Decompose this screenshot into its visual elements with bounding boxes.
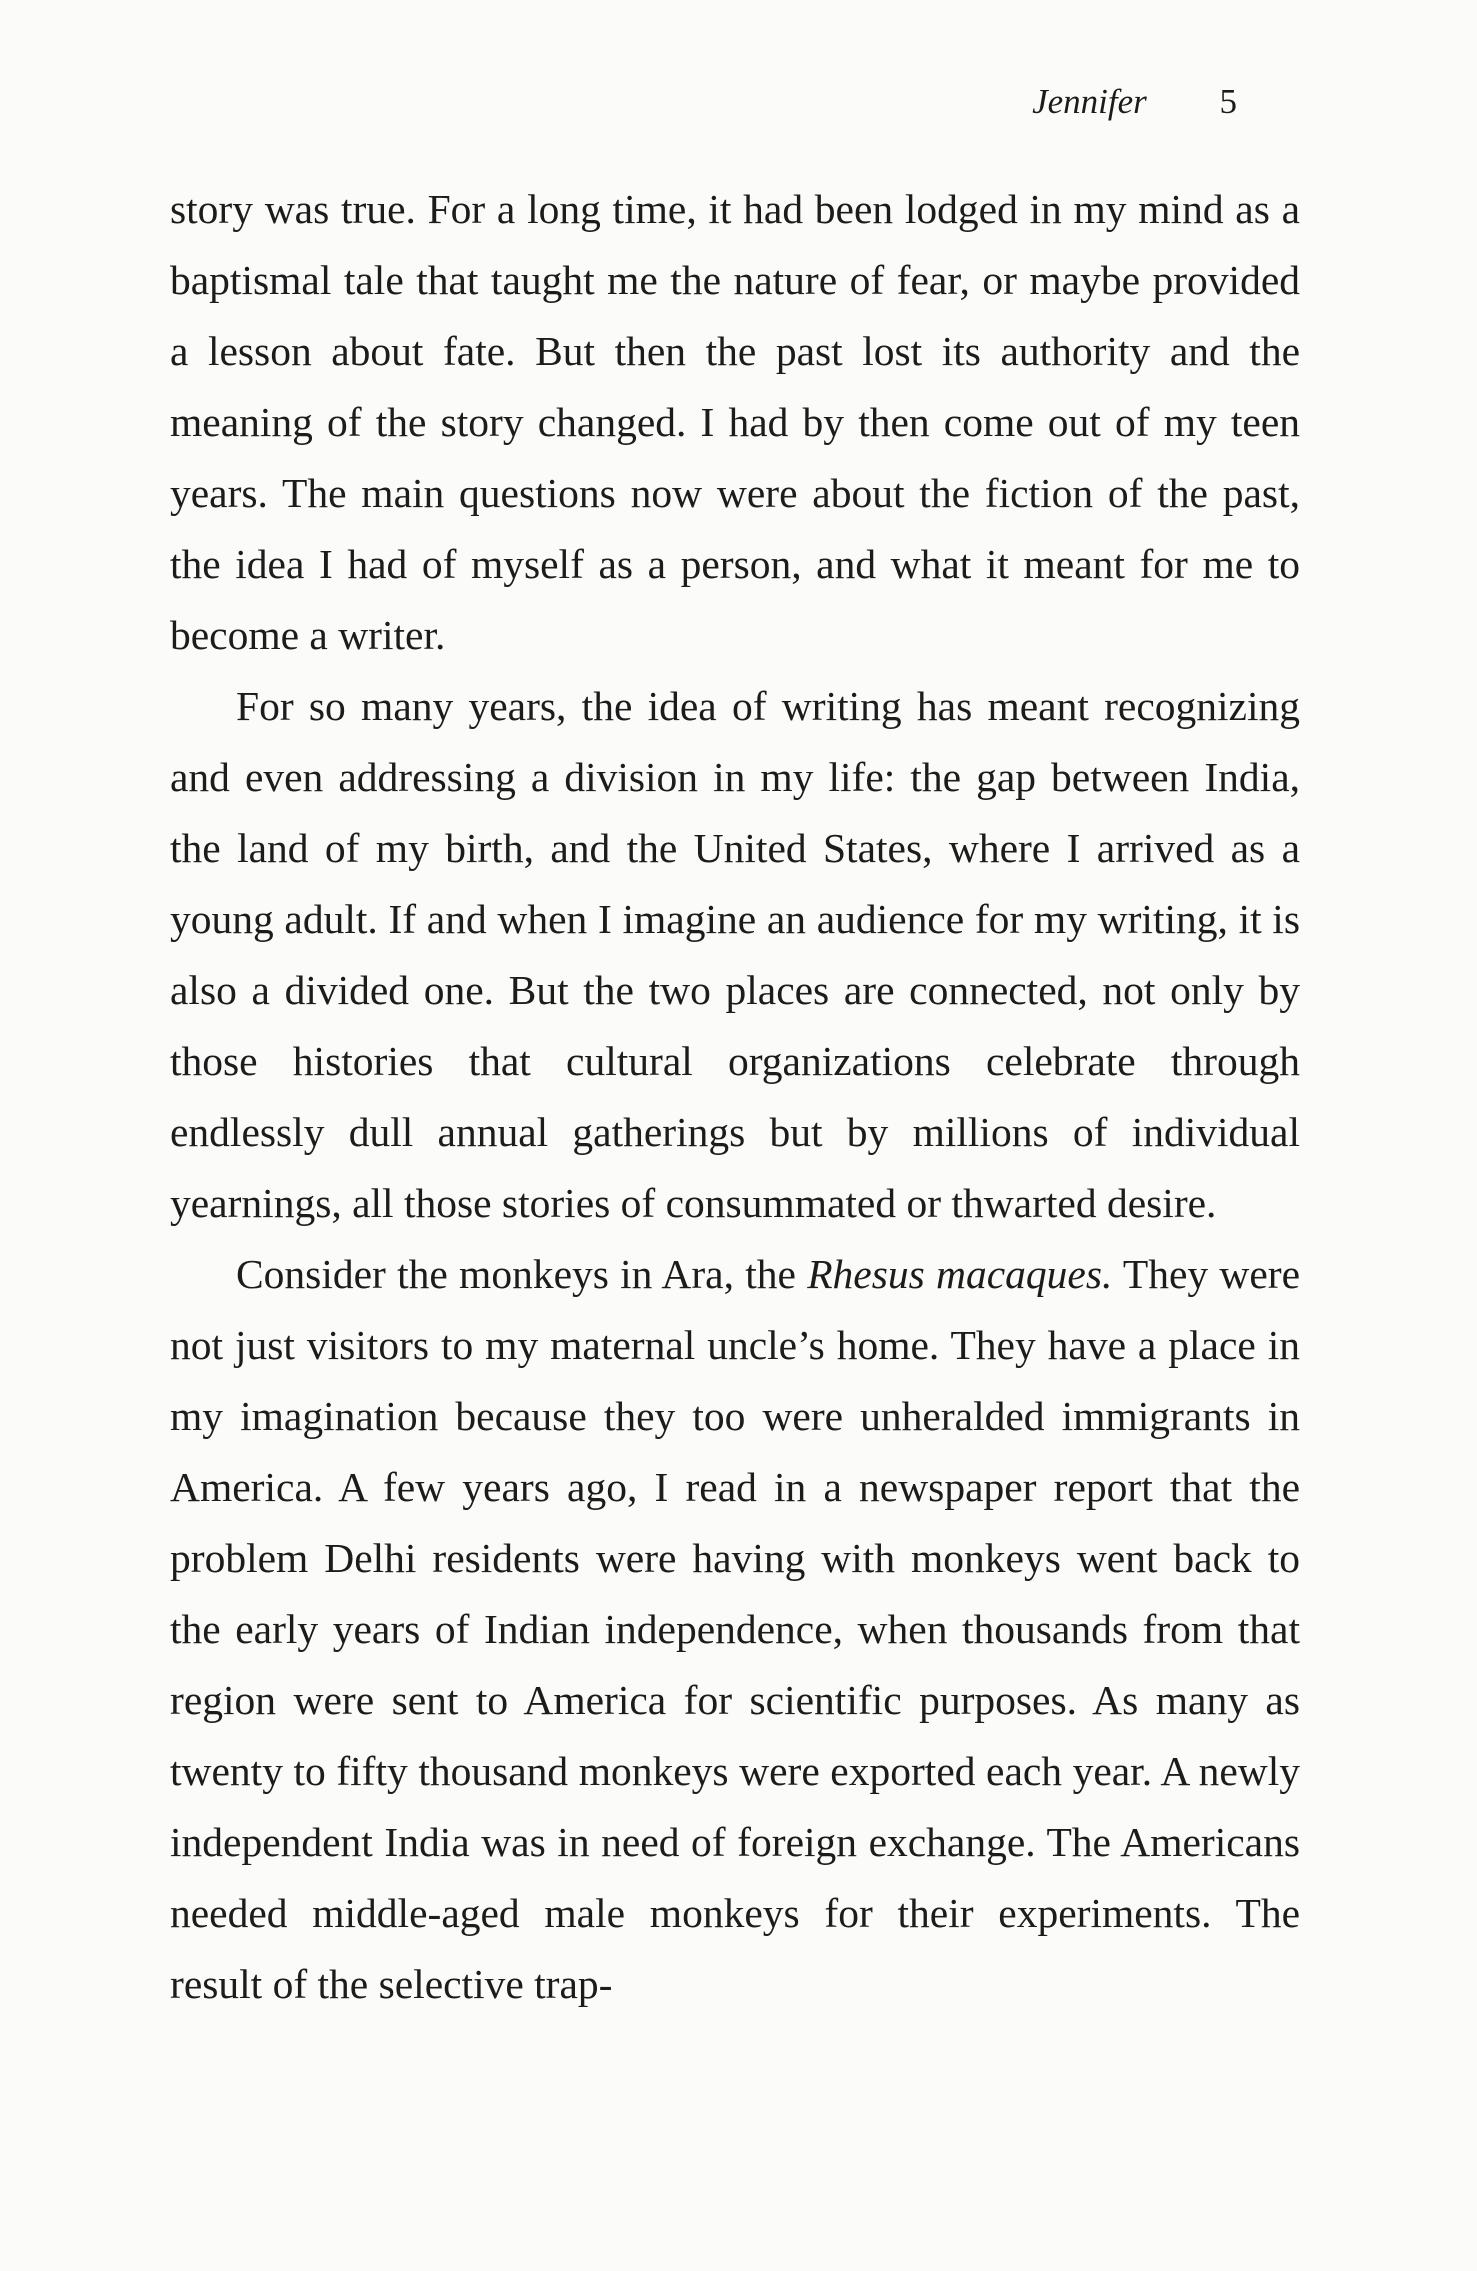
species-name-italic: Rhesus macaques. [807, 1251, 1113, 1297]
paragraph-text: They were not just visitors to my maternal uncle’s home. They have a place in my imagination because they too were unheralded immigrants in America. A few years ago, I read in a newspaper report that the problem Delhi residents were having with monkeys went back to the early years of Indian independence, when thousands from that region were sent to America for scientific purposes. As many as twenty to fifty thousand monkeys were exported each year. A newly independent India was in need of foreign exchange. The Americans needed middle-aged male monkeys for their experiments. The result of the selective trap- [170, 1251, 1300, 2007]
body-text [170, 174, 1300, 2020]
paragraph: story was true. For a long time, it had been lodged in my mind as a baptismal tale that taught me the nature of fear, or maybe provided a lesson about fate. But then the past lost its authority and the meaning of the story changed. I had by then come out of my teen years. The main questions now were about the fiction of the past, the idea I had of myself as a person, and what it meant for me to become a writer. [170, 186, 1300, 658]
page-number: 5 [1219, 82, 1237, 121]
paragraph [170, 1239, 1300, 2020]
running-head-title: Jennifer [1032, 82, 1147, 121]
paragraph-text: Consider the monkeys in Ara, the [236, 1251, 808, 1297]
running-head [1032, 82, 1237, 122]
paragraph: For so many years, the idea of writing has meant recognizing and even addressing a division in my life: the gap between India, the land of my birth, and the United States, where I arrived as a young adult. If and when I imagine an audience for my writing, it is also a divided one. But the two places are connected, not only by those histories that cultural organizations celebrate through endlessly dull annual gatherings but by millions of individual yearnings, all those stories of consummated or thwarted desire. [170, 683, 1300, 1226]
